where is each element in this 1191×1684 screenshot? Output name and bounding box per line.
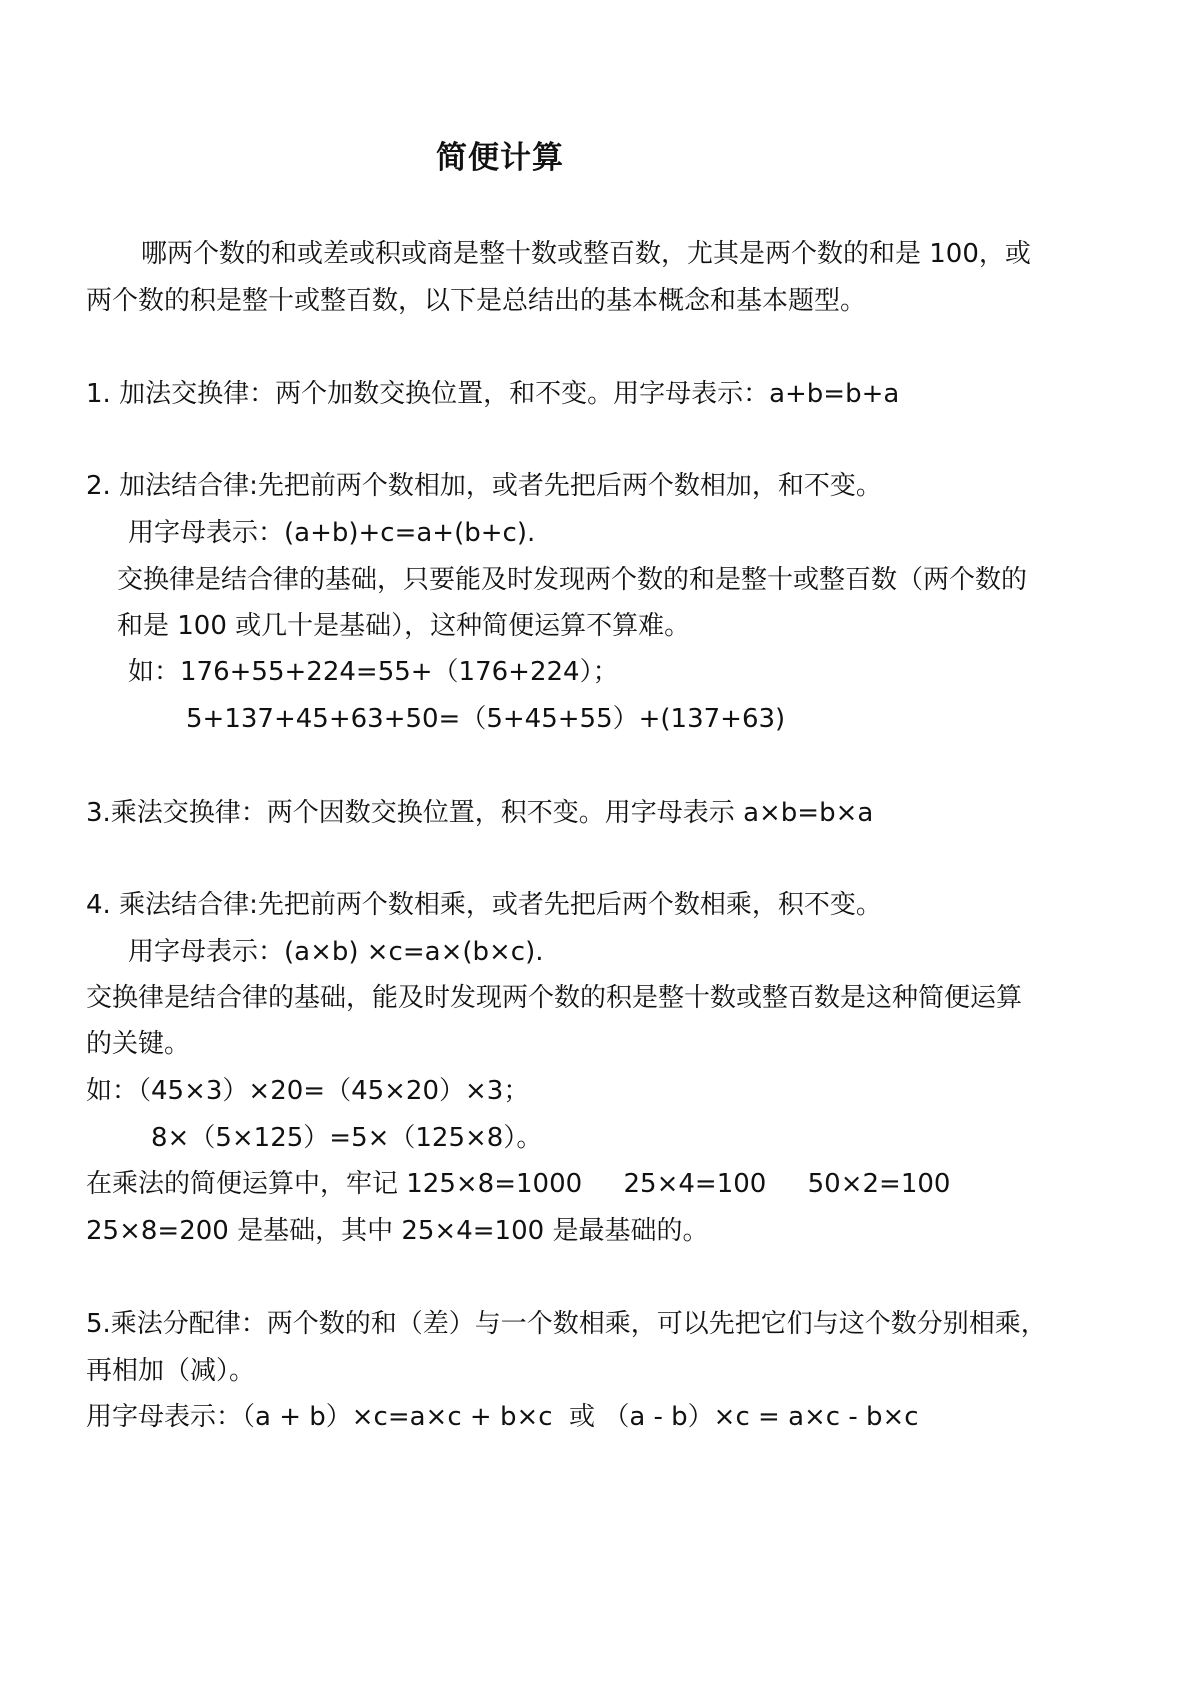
section-3-heading: 3.乘法交换律：两个因数交换位置，积不变。用字母表示 a×b=b×a <box>86 798 874 828</box>
intro-line-1: 哪两个数的和或差或积或商是整十数或整百数，尤其是两个数的和是 100，或 <box>141 239 1031 269</box>
section-2-formula: 用字母表示：(a+b)+c=a+(b+c). <box>128 518 536 548</box>
section-2-heading: 2. 加法结合律:先把前两个数相加，或者先把后两个数相加，和不变。 <box>86 471 882 501</box>
section-5-formula: 用字母表示：（a + b）×c=a×c + b×c 或 （a - b）×c = a×c - b×c <box>86 1402 919 1432</box>
section-1-heading: 1. 加法交换律：两个加数交换位置，和不变。用字母表示：a+b=b+a <box>86 379 900 409</box>
section-2-example-1: 如：176+55+224=55+（176+224）； <box>128 657 619 687</box>
intro-line-2: 两个数的积是整十或整百数，以下是总结出的基本概念和基本题型。 <box>86 286 867 316</box>
section-4-example-1: 如：（45×3）×20=（45×20）×3； <box>86 1076 530 1106</box>
page-title: 简便计算 <box>436 140 564 176</box>
section-2-example-2: 5+137+45+63+50=（5+45+55）+(137+63) <box>186 704 786 734</box>
section-4-formula: 用字母表示：(a×b) ×c=a×(b×c). <box>128 937 544 967</box>
section-4-facts-line-1: 在乘法的简便运算中，牢记 125×8=1000 25×4=100 50×2=100 <box>86 1169 951 1199</box>
section-5-heading-line-1: 5.乘法分配律：两个数的和（差）与一个数相乘，可以先把它们与这个数分别相乘， <box>86 1309 1047 1339</box>
section-4-note-line-1: 交换律是结合律的基础，能及时发现两个数的积是整十数或整百数是这种简便运算 <box>86 983 1023 1013</box>
section-2-note-line-1: 交换律是结合律的基础，只要能及时发现两个数的和是整十或整百数（两个数的 <box>117 565 1028 595</box>
section-4-heading: 4. 乘法结合律:先把前两个数相乘，或者先把后两个数相乘，积不变。 <box>86 890 882 920</box>
section-4-facts-line-2: 25×8=200 是基础，其中 25×4=100 是最基础的。 <box>86 1216 709 1246</box>
section-2-note-line-2: 和是 100 或几十是基础），这种简便运算不算难。 <box>117 611 691 641</box>
section-4-example-2: 8×（5×125）=5×（125×8）。 <box>151 1123 543 1153</box>
section-4-note-line-2: 的关键。 <box>86 1029 191 1059</box>
section-5-heading-line-2: 再相加（减）。 <box>86 1356 256 1386</box>
